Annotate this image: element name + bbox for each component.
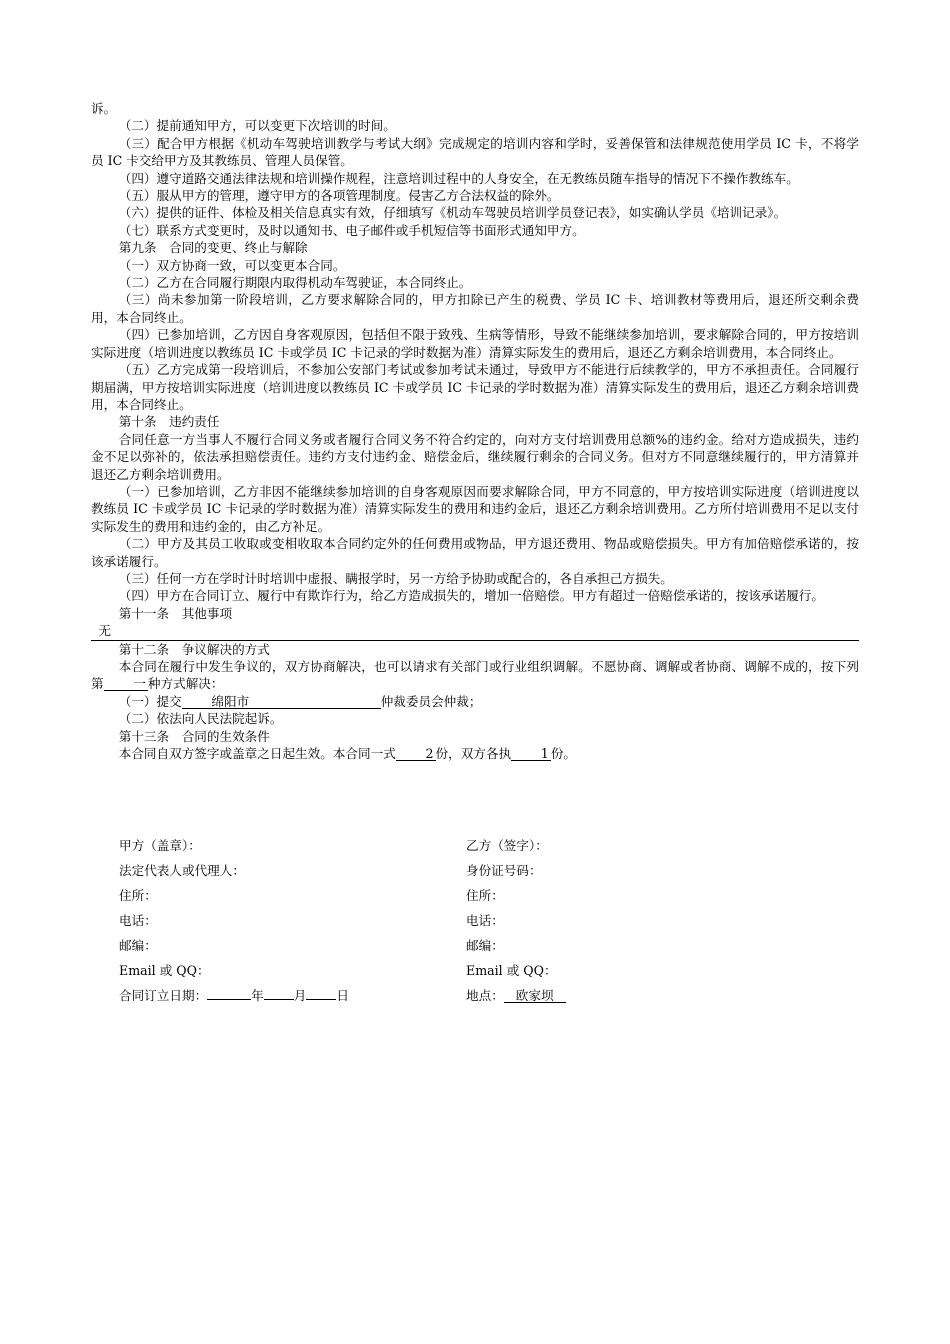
article12-body (91, 658, 859, 693)
party-a-title: 甲方（盖章）： (119, 838, 201, 853)
arbitration-line (91, 693, 859, 710)
contract-paragraph: （二）甲方及其员工收取或变相收取本合同约定外的任何费用或物品，甲方退还费用、物品或赔偿损失。甲方有加倍赔偿承诺的，按该承诺履行。 (91, 536, 859, 569)
date-month-label: 月 (293, 988, 307, 1003)
contract-paragraph: 合同任意一方当事人不履行合同义务或者履行合同义务不符合约定的，向对方支付培训费用总额%的违约金。给对方造成损失，违约金不足以弥补的，依法承担赔偿责任。违约方支付违约金、赔偿金后，继续履行剩余的合同义务。但对方不同意继续履行的，甲方清算并退还乙方剩余培训费用。 (91, 431, 859, 482)
place-line (466, 983, 846, 1008)
party-b-postcode: 邮编： (466, 938, 504, 953)
contract-paragraph: （一）双方协商一致，可以变更本合同。 (118, 257, 346, 273)
party-b-phone: 电话： (466, 913, 504, 928)
article12-text: 本合同在履行中发生争议的，双方协商解决，也可以请求有关部门或行业组织调解。不愿协商、调解或者协商、调解不成的，按下列第 (91, 659, 859, 692)
contract-date-line (119, 983, 466, 1008)
contract-paragraph: （三）任何一方在学时计时培训中虚报、瞒报学时，另一方给予协助或配合的，各自承担己方损失。 (118, 570, 673, 586)
party-a-address: 住所： (119, 888, 157, 903)
contract-paragraph: （四）已参加培训，乙方因自身客观原因，包括但不限于致残、生病等情形，导致不能继续参加培训，要求解除合同的，甲方按培训实际进度（培训进度以教练员 IC 卡或学员 IC 卡记录的学时数据为准）清算实际发生的费用后，退还乙方剩余培训费用，本合同终止。 (91, 327, 859, 360)
other-matters-line (91, 622, 859, 640)
party-a-email: Email 或 QQ： (119, 963, 210, 978)
contract-paragraph: （一）已参加培训，乙方非因不能继续参加培训的自身客观原因而要求解除合同，甲方不同意的，甲方按培训实际进度（培训进度以教练员 IC 卡或学员 IC 卡记录的学时数据为准）清算实际发生的费用和违约金后，退还乙方剩余培训费用。乙方所付培训费用不足以支付实际发生的费用和违约金的，由乙方补足。 (91, 483, 859, 534)
article12-title: 第十二条 争议解决的方式 (118, 641, 270, 657)
party-a-postcode: 邮编： (119, 938, 157, 953)
date-day-field (306, 999, 336, 1000)
contract-page (91, 100, 859, 762)
article13-text-b: 份，双方各执 (435, 746, 512, 762)
dispute-choice-field: 一 (104, 677, 148, 691)
contract-paragraph: （五）服从甲方的管理，遵守甲方的各项管理制度。侵害乙方合法权益的除外。 (118, 188, 560, 204)
article13-title: 第十三条 合同的生效条件 (118, 728, 270, 744)
contract-paragraph: 第十条 违约责任 (118, 414, 220, 430)
contract-paragraph: （三）配合甲方根据《机动车驾驶培训教学与考试大纲》完成规定的培训内容和学时，妥善保管和法律规范使用学员 IC 卡，不将学员 IC 卡交给甲方及其教练员、管理人员保管。 (91, 135, 859, 169)
contract-paragraph: 第十一条 其他事项 (118, 605, 233, 621)
contract-paragraph: 第九条 合同的变更、终止与解除 (118, 240, 308, 256)
party-b-address: 住所： (466, 888, 504, 903)
party-b-id: 身份证号码： (466, 863, 542, 878)
contract-paragraph: （三）尚未参加第一阶段培训，乙方要求解除合同的，甲方扣除已产生的税费、学员 IC 卡、培训教材等费用后，退还所交剩余费用，本合同终止。 (91, 292, 859, 325)
party-b-email: Email 或 QQ： (466, 963, 557, 978)
court-line: （二）依法向人民法院起诉。 (118, 711, 283, 727)
date-year-label: 年 (251, 988, 264, 1003)
contract-paragraph: （七）联系方式变更时，及时以通知书、电子邮件或手机短信等书面形式通知甲方。 (118, 222, 585, 238)
contract-paragraph: （四）遵守道路交通法律法规和培训操作规程，注意培训过程中的人身安全，在无教练员随车指导的情况下不操作教练车。 (118, 170, 799, 186)
copies-each-field: 1 (511, 747, 551, 761)
contract-paragraph: （六）提供的证件、体检及相关信息真实有效，仔细填写《机动车驾驶员培训学员登记表》，如实确认学员《培训记录》。 (118, 205, 787, 221)
date-day-label: 日 (336, 988, 349, 1003)
place-field: 欧家坝 (504, 989, 566, 1003)
contract-paragraph: （二）提前通知甲方，可以变更下次培训的时间。 (118, 118, 396, 134)
date-label: 合同订立日期： (119, 988, 208, 1003)
party-a-phone: 电话： (119, 913, 157, 928)
contract-paragraph: （五）乙方完成第一段培训后，不参加公安部门考试或参加考试未通过，导致甲方不能进行后续教学的，甲方不承担责任。合同履行期届满，甲方按培训实际进度（培训进度以教练员 IC 卡或学员 IC 卡记录的学时数据为准）清算实际发生的费用后，退还乙方剩余培训费用，本合同终止。 (91, 362, 859, 412)
date-month-field (264, 999, 294, 1000)
article13-body (91, 745, 859, 762)
signature-block (119, 833, 859, 1008)
other-matters-value: 无 (98, 623, 112, 639)
arbitration-suffix: 仲裁委员会仲裁； (380, 693, 482, 709)
contract-paragraph: （四）甲方在合同订立、履行中有欺诈行为，给乙方造成损失的，增加一倍赔偿。甲方有超过一倍赔偿承诺的，按该承诺履行。 (118, 588, 824, 604)
party-a-rep: 法定代表人或代理人： (119, 863, 245, 878)
arbitration-prefix: （一）提交 (118, 693, 182, 709)
contract-paragraphs (91, 100, 859, 622)
article13-text-a: 本合同自双方签字或盖章之日起生效。本合同一式 (118, 746, 396, 762)
date-year-field (207, 999, 251, 1000)
article12-tail: 种方式解决： (147, 676, 224, 692)
party-b-title: 乙方（签字）： (466, 838, 548, 853)
contract-paragraph: （二）乙方在合同履行期限内取得机动车驾驶证，本合同终止。 (118, 275, 472, 291)
arbitration-city-field: 绵阳市 (182, 695, 381, 709)
place-label: 地点： (466, 988, 504, 1003)
article13-text-c: 份。 (550, 746, 576, 762)
copies-total-field: 2 (396, 747, 436, 761)
contract-paragraph: 诉。 (91, 101, 117, 116)
